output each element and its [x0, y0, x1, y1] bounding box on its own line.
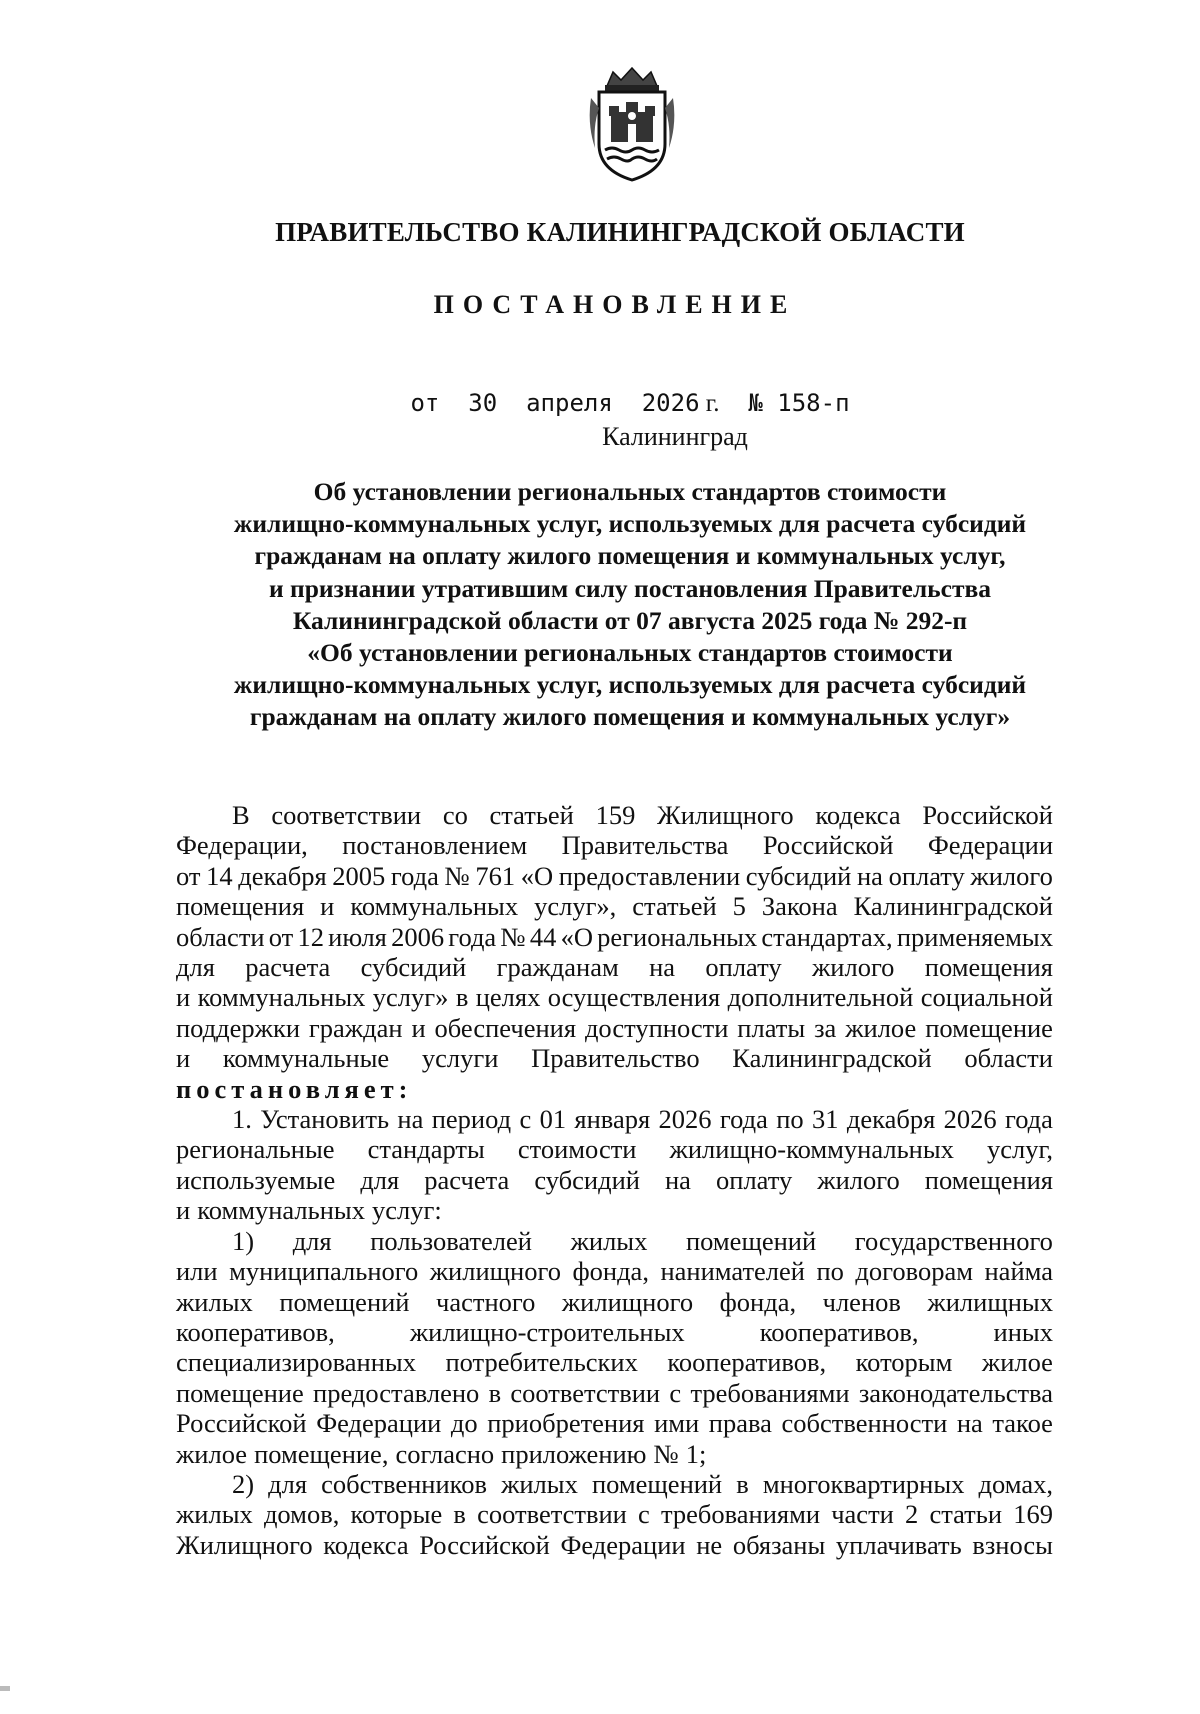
body-word: кооперативов,: [759, 1316, 919, 1347]
body-word: Калининградской: [853, 891, 1053, 922]
body-line: [176, 1226, 1053, 1256]
body-line: [176, 1256, 1053, 1286]
body-word: оплату: [705, 952, 782, 983]
body-word: услуги: [421, 1043, 499, 1074]
body-word: №: [444, 860, 470, 891]
body-word: расчета: [245, 952, 331, 983]
body-word: декабря: [238, 860, 327, 891]
subject-line: Об установлении региональных стандартов стоимости: [313, 477, 947, 506]
body-word: кооперативов,: [176, 1316, 335, 1347]
body-word: согласно: [395, 1438, 495, 1469]
body-line: [176, 861, 1053, 891]
body-word: от: [268, 921, 294, 952]
body-word: декабря: [846, 1104, 936, 1135]
body-word: взносы: [972, 1529, 1053, 1560]
document-city: Калининград: [602, 422, 748, 451]
body-word: Федерации: [316, 1408, 442, 1439]
body-word: региональных: [597, 921, 758, 952]
body-word: стандартах,: [761, 921, 893, 952]
body-word: и: [176, 1195, 191, 1226]
body-word: членов: [822, 1286, 901, 1317]
body-word: права: [708, 1408, 772, 1439]
subject-line: жилищно-коммунальных услуг, используемых для расчета субсидий: [233, 509, 1027, 539]
body-word: домов,: [263, 1499, 340, 1530]
body-word: потребительских: [445, 1347, 638, 1378]
body-word: 2006: [391, 921, 445, 952]
body-word: осуществления: [547, 982, 721, 1013]
body-line: [176, 1439, 1053, 1469]
body-word: и: [320, 891, 335, 922]
body-word: коммунальные: [222, 1043, 390, 1074]
body-word: субсидий: [534, 1164, 640, 1195]
body-word: фонда,: [572, 1256, 649, 1287]
body-word: года: [719, 1104, 768, 1135]
body-word: В: [232, 800, 250, 830]
body-line: [176, 922, 1053, 952]
body-word: жилого: [817, 1164, 900, 1195]
date-year-suffix: г.: [705, 390, 720, 417]
body-word: за: [814, 1012, 837, 1043]
body-word: 2026: [943, 1104, 997, 1135]
body-word: жилищного: [561, 1286, 694, 1317]
body-word: 2): [232, 1468, 255, 1499]
body-word: расчета: [424, 1164, 510, 1195]
body-word: жилищно-строительных: [409, 1316, 685, 1347]
document-subject: [200, 476, 1060, 734]
body-word: для: [268, 1468, 308, 1499]
body-word: 159: [595, 800, 636, 830]
body-word: 169: [1013, 1499, 1053, 1530]
body-word: кодекса: [323, 1529, 409, 1560]
body-line: [176, 830, 1053, 860]
body-word: 1): [232, 1225, 255, 1256]
body-word: жилого: [970, 860, 1053, 891]
body-word: услуг»,: [534, 891, 617, 922]
body-word: Российской: [419, 1529, 550, 1560]
body-word: дополнительной: [727, 982, 914, 1013]
body-word: ими: [654, 1408, 700, 1439]
body-line: [176, 1074, 1053, 1104]
body-word: Российской: [762, 830, 894, 861]
date-month: апреля: [526, 389, 613, 417]
body-line: [176, 1530, 1053, 1560]
subject-line: гражданам на оплату жилого помещения и коммунальных услуг»: [249, 702, 1011, 732]
body-word: января: [574, 1104, 651, 1135]
body-word: и: [176, 982, 191, 1013]
body-word: Закона: [761, 891, 838, 922]
body-line: [176, 1195, 1053, 1225]
body-word: такое: [992, 1408, 1053, 1439]
body-word: жилое: [176, 1438, 248, 1469]
body-word: государственного: [854, 1225, 1053, 1256]
body-word: предоставлении: [558, 860, 741, 891]
body-word: целях: [475, 982, 541, 1013]
body-word: года: [1004, 1104, 1053, 1135]
body-word: соответствии: [510, 1377, 661, 1408]
body-word: на: [956, 1408, 983, 1439]
body-word: 31: [812, 1104, 839, 1135]
body-word: оплату: [888, 860, 965, 891]
body-line: [176, 952, 1053, 982]
body-word: фонда,: [719, 1286, 797, 1317]
body-word: Федерации,: [176, 830, 308, 861]
body-word: со: [442, 800, 468, 830]
body-word: 01: [539, 1104, 567, 1135]
body-word: социальной: [920, 982, 1053, 1013]
body-word: 2: [905, 1499, 919, 1530]
body-word: услуг,: [986, 1134, 1053, 1165]
body-word: помещений: [685, 1225, 817, 1256]
body-line: [176, 1499, 1053, 1529]
body-word: жилищного: [429, 1256, 561, 1287]
body-word: помещений: [279, 1286, 410, 1317]
body-word: услуг»: [372, 982, 449, 1013]
body-line: [176, 982, 1053, 1012]
body-word: №: [653, 1438, 679, 1469]
body-word: статьей: [489, 800, 574, 830]
body-word: на: [649, 952, 676, 983]
body-word: приобретения: [487, 1408, 645, 1439]
body-word: жилищно-коммунальных: [669, 1134, 954, 1165]
body-word: граждан: [308, 1012, 403, 1043]
body-word: постановлением: [342, 830, 528, 861]
body-word: Правительства: [561, 830, 729, 861]
body-word: применяемых: [896, 921, 1053, 952]
body-word: жилых: [501, 1468, 578, 1499]
body-word: требованиями: [690, 1377, 850, 1408]
body-line: [176, 1287, 1053, 1317]
body-word: жилых: [176, 1286, 253, 1317]
body-word: статьи: [929, 1499, 1003, 1530]
body-word: по: [776, 1104, 804, 1135]
body-word: предоставлено: [313, 1377, 480, 1408]
body-word: гражданам: [496, 952, 619, 983]
body-line: [176, 1469, 1053, 1499]
body-word: в: [488, 1377, 502, 1408]
document-type-title: ПОСТАНОВЛЕНИЕ: [433, 290, 797, 319]
body-word: помещения: [176, 891, 305, 922]
body-line: [176, 1317, 1053, 1347]
body-word: жилое: [845, 1012, 917, 1043]
subject-line: и признании утратившим силу постановления Правительства: [268, 573, 992, 603]
body-line: [176, 1347, 1053, 1377]
subject-line: Калининградской области от 07 августа 2025 года № 292-п: [292, 605, 968, 635]
body-word: которые: [350, 1499, 443, 1530]
date-day: 30: [468, 389, 498, 417]
number-sign: №: [748, 389, 763, 417]
body-word: оплату: [716, 1164, 793, 1195]
body-word: года: [448, 921, 497, 952]
body-word: нанимателей: [660, 1256, 805, 1287]
body-word: коммунальных: [197, 1195, 365, 1226]
body-word: Федерации: [927, 830, 1053, 861]
body-word: жилых: [176, 1499, 253, 1530]
body-word: период: [431, 1104, 512, 1135]
body-word: области: [964, 1043, 1053, 1074]
body-word: с: [638, 1499, 650, 1530]
body-word: уплачивать: [835, 1529, 962, 1560]
body-word: в: [736, 1468, 749, 1499]
body-word: помещение,: [254, 1438, 389, 1469]
body-word: пользователей: [370, 1225, 532, 1256]
body-word: и: [176, 1043, 191, 1074]
subject-line: жилищно-коммунальных услуг, используемых для расчета субсидий: [233, 670, 1027, 700]
body-word: законодательства: [858, 1377, 1053, 1408]
date-year: 2026: [641, 389, 700, 417]
body-word: и: [411, 1012, 426, 1043]
body-word: статьей: [632, 891, 717, 922]
body-word: помещение: [176, 1377, 304, 1408]
body-word: помещение: [925, 1012, 1053, 1043]
body-word: кооперативов,: [667, 1347, 827, 1378]
body-word: жилого: [811, 952, 895, 983]
body-word: Установить: [260, 1104, 390, 1135]
kaliningrad-coat-of-arms-icon: [585, 64, 679, 184]
subject-line: гражданам на оплату жилого помещения и коммунальных услуг,: [254, 541, 1006, 571]
body-line: [176, 800, 1053, 830]
document-body: [176, 800, 1053, 1560]
body-word: в: [455, 982, 469, 1013]
date-prefix: от: [410, 389, 440, 417]
body-word: стандарты: [367, 1134, 485, 1165]
body-word: 12: [297, 921, 324, 952]
body-word: жилищных: [927, 1286, 1053, 1317]
body-word: коммунальных: [350, 891, 519, 922]
body-word: в: [453, 1499, 466, 1530]
body-word: или: [176, 1256, 218, 1287]
body-word: Жилищного: [176, 1529, 313, 1560]
body-word: обеспечения: [434, 1012, 577, 1043]
body-word: от: [176, 860, 201, 891]
body-word: на: [665, 1164, 691, 1195]
body-word: жилое: [981, 1347, 1053, 1378]
body-word: года: [390, 860, 439, 891]
body-word: №: [500, 921, 526, 952]
scan-margin-mark: [0, 1686, 10, 1691]
body-word: для: [292, 1225, 332, 1256]
body-word: помещения: [924, 952, 1053, 983]
body-word: для: [176, 952, 215, 983]
body-word: Жилищного: [657, 800, 794, 830]
body-line: [176, 1013, 1053, 1043]
body-word: используемые: [176, 1164, 336, 1195]
body-word: Федерации: [560, 1529, 686, 1560]
body-word: специализированных: [176, 1347, 416, 1378]
body-word: субсидий: [745, 860, 852, 891]
body-word: не: [696, 1529, 723, 1560]
body-word: частного: [436, 1286, 536, 1317]
body-word: услуг:: [371, 1195, 442, 1226]
body-word: 2005: [332, 860, 386, 891]
body-word: жилых: [570, 1225, 648, 1256]
body-line: [176, 891, 1053, 921]
body-word: обязаны: [732, 1529, 826, 1560]
body-word: соответствии: [477, 1499, 627, 1530]
body-word: платы: [737, 1012, 806, 1043]
body-word: собственников: [321, 1468, 487, 1499]
body-word: которым: [855, 1347, 953, 1378]
body-word: стоимости: [517, 1134, 637, 1165]
subject-line: «Об установлении региональных стандартов стоимости: [307, 638, 953, 668]
body-line: [176, 1165, 1053, 1195]
body-word: с: [519, 1104, 532, 1135]
body-word: 44: [529, 921, 557, 952]
body-word: 761: [475, 860, 516, 891]
body-word: части: [831, 1499, 894, 1530]
body-word: договорам: [855, 1256, 973, 1287]
body-word: на: [856, 860, 883, 891]
body-word: 1.: [232, 1104, 252, 1135]
body-word: субсидий: [360, 952, 467, 983]
body-word: 1;: [685, 1438, 707, 1469]
body-word: по: [816, 1256, 844, 1287]
body-line: [176, 1378, 1053, 1408]
body-word: с: [669, 1377, 682, 1408]
body-word: помещений: [591, 1468, 723, 1499]
body-line: [176, 1043, 1053, 1073]
body-word: июля: [328, 921, 387, 952]
body-word: «О: [520, 860, 554, 891]
body-word: на: [397, 1104, 424, 1135]
organization-title: ПРАВИТЕЛЬСТВО КАЛИНИНГРАДСКОЙ ОБЛАСТИ: [275, 217, 965, 247]
body-word: Российской: [176, 1408, 307, 1439]
body-line: [176, 1104, 1053, 1134]
body-word: найма: [984, 1256, 1053, 1287]
body-word: области: [176, 921, 265, 952]
body-word: региональные: [176, 1134, 335, 1165]
body-word: требованиями: [660, 1499, 821, 1530]
body-word: 14: [206, 860, 233, 891]
body-word: муниципального: [229, 1256, 419, 1287]
body-word: 2026: [658, 1104, 712, 1135]
body-word: домах,: [978, 1468, 1053, 1499]
body-word: коммунальных: [197, 982, 366, 1013]
body-word: кодекса: [815, 800, 901, 830]
body-word: приложению: [501, 1438, 647, 1469]
body-word: собственности: [781, 1408, 948, 1439]
body-word: помещения: [924, 1164, 1053, 1195]
body-word: 5: [732, 891, 746, 922]
body-line: [176, 1408, 1053, 1438]
body-word: иных: [993, 1316, 1053, 1347]
body-word: «О: [560, 921, 593, 952]
body-line: [176, 1134, 1053, 1164]
body-word: поддержки: [176, 1012, 301, 1043]
body-word: Российской: [922, 800, 1053, 830]
document-number: 158-п: [777, 389, 850, 417]
document-date-number: [0, 389, 1200, 418]
body-word: постановляет:: [176, 1073, 413, 1104]
body-word: для: [360, 1164, 400, 1195]
body-word: соответствии: [271, 800, 422, 830]
body-word: Правительство: [531, 1043, 700, 1074]
body-word: до: [450, 1408, 478, 1439]
body-word: Калининградской: [732, 1043, 932, 1074]
body-word: доступности: [584, 1012, 729, 1043]
body-word: многоквартирных: [762, 1468, 965, 1499]
